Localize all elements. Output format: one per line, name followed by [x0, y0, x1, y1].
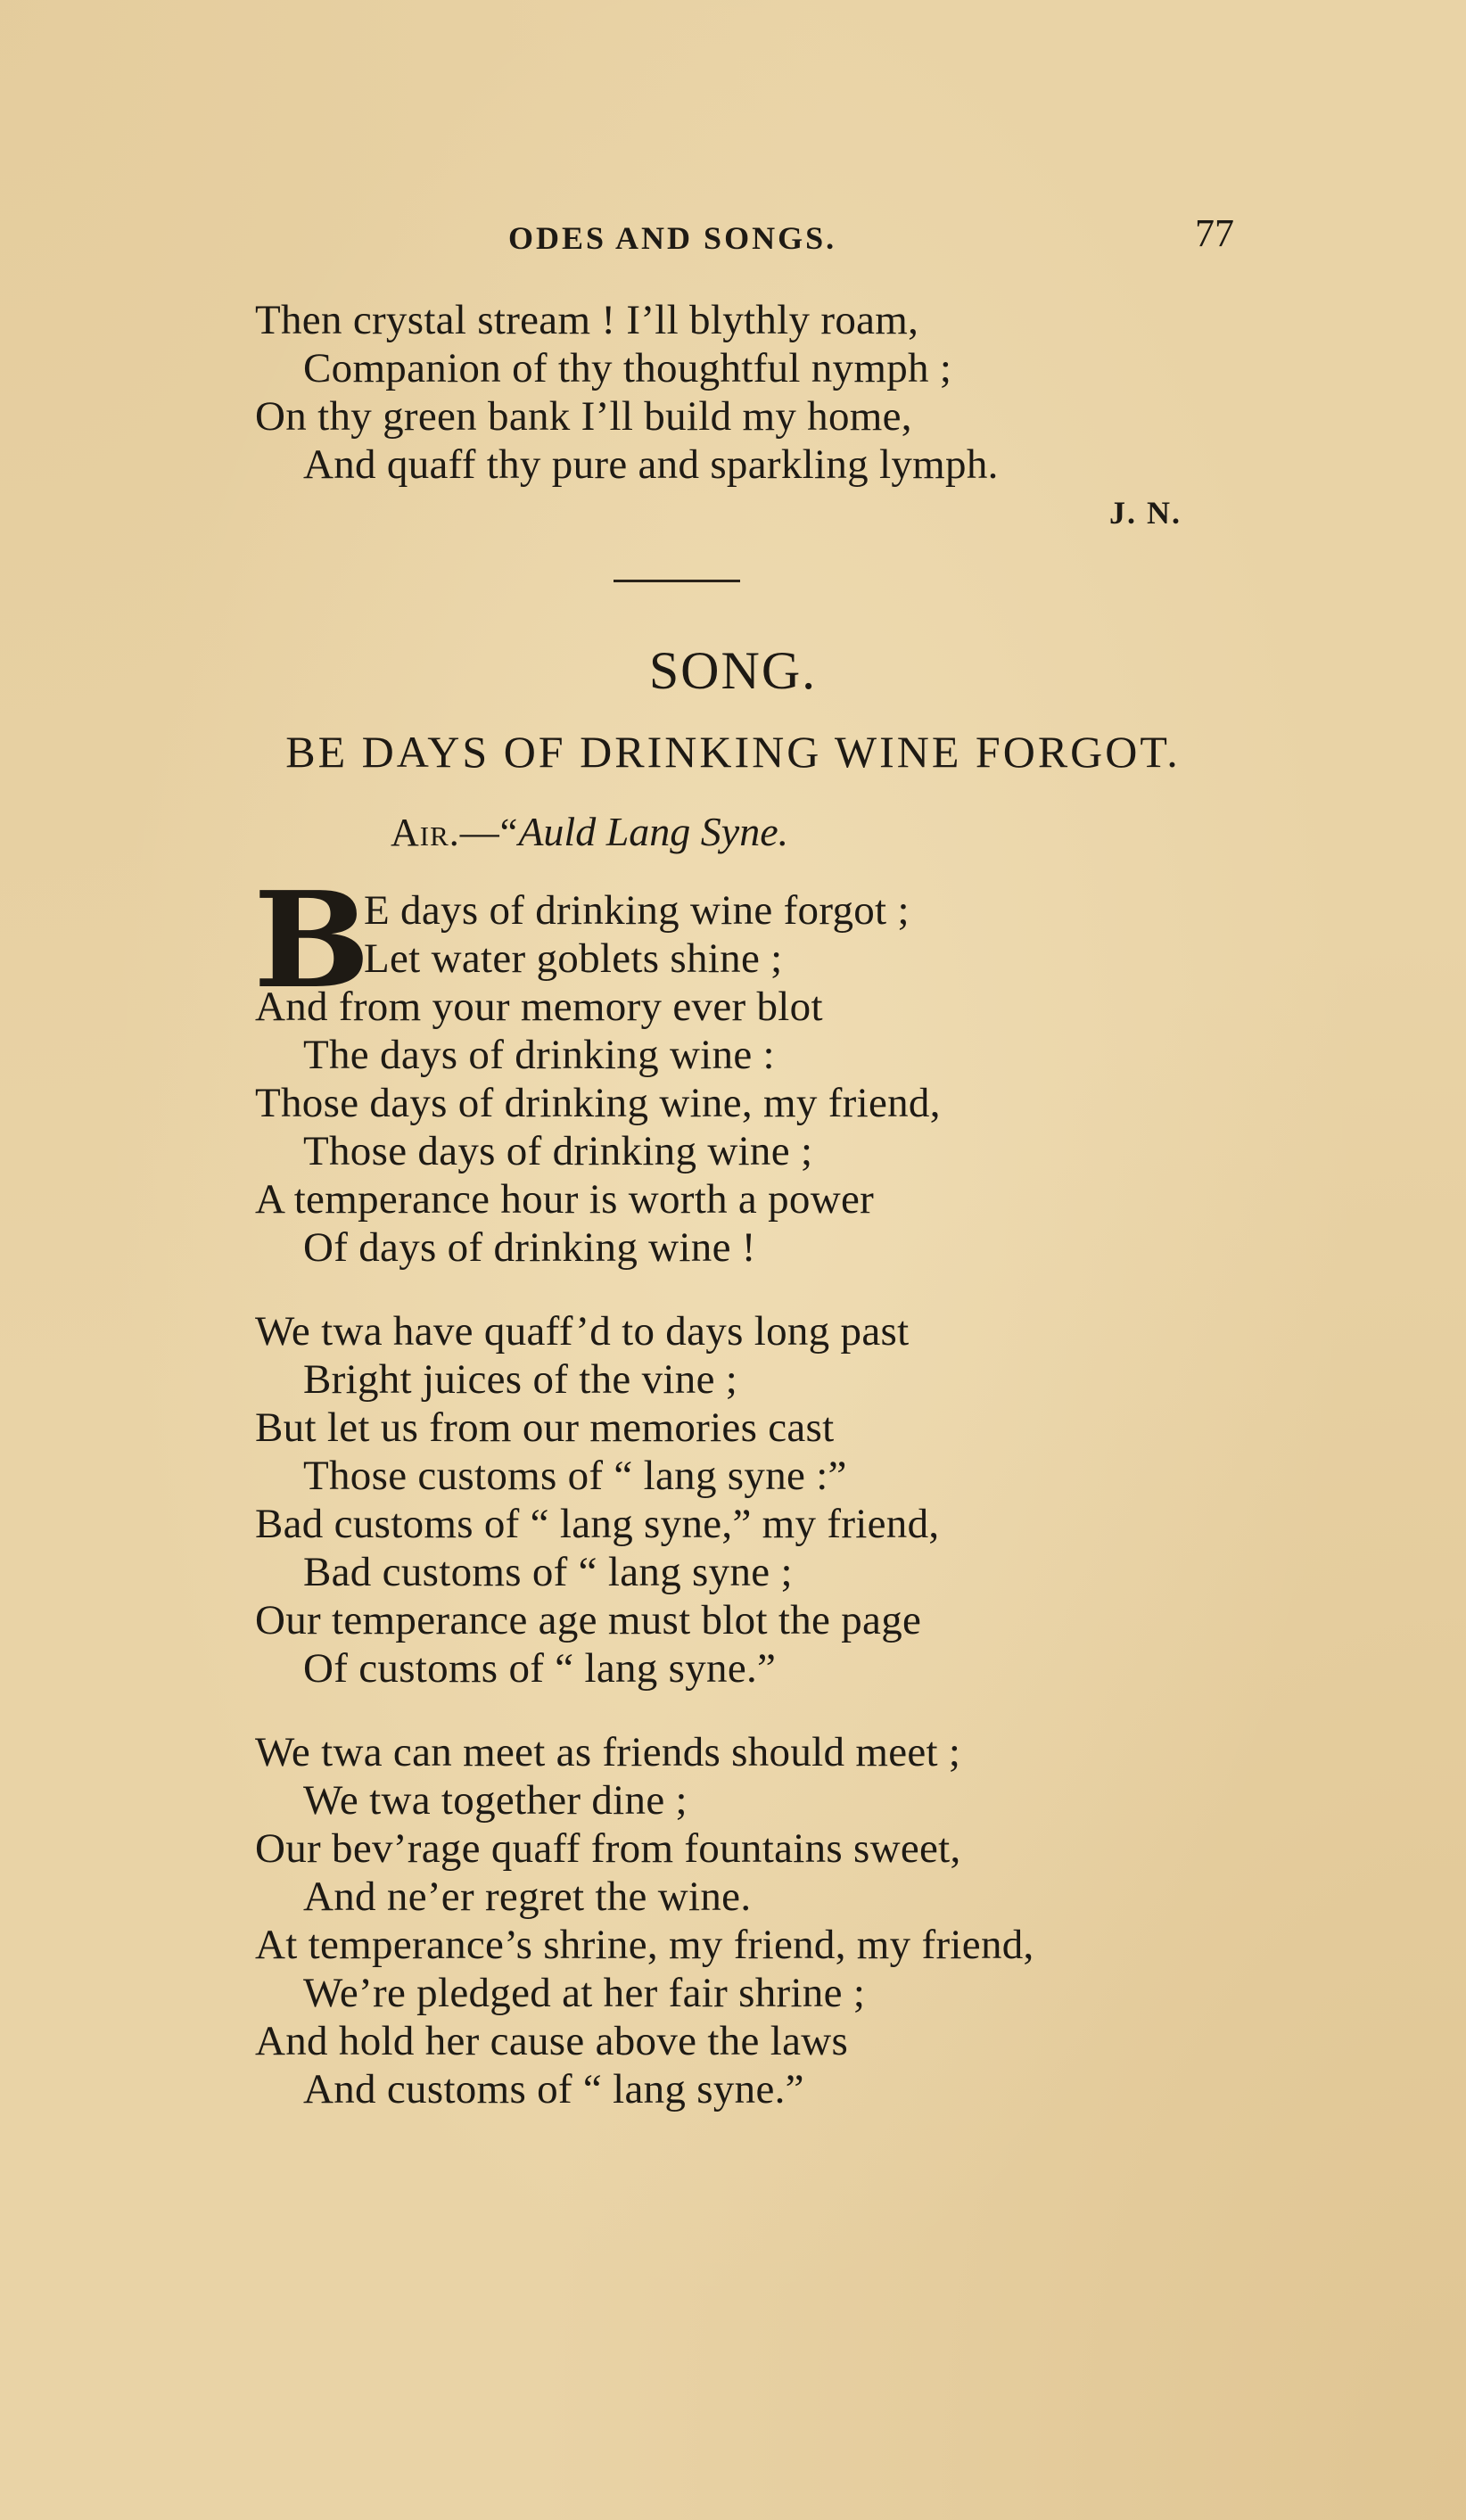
- verse-line: Bright juices of the vine ;: [303, 1356, 738, 1403]
- section-divider: [614, 580, 740, 582]
- author-signature: J. N.: [1109, 495, 1182, 531]
- song-heading: SONG.: [648, 641, 818, 700]
- verse-line: And from your memory ever blot: [255, 984, 823, 1030]
- running-header: ODES AND SONGS.: [508, 220, 837, 256]
- air-attribution: [391, 808, 788, 855]
- verse-line: And hold her cause above the laws: [255, 2018, 849, 2064]
- verse-line: A temperance hour is worth a power: [255, 1176, 875, 1223]
- air-label: Air.—“: [391, 811, 519, 854]
- verse-line: Those days of drinking wine, my friend,: [255, 1080, 941, 1126]
- verse-line: The days of drinking wine :: [303, 1032, 775, 1078]
- verse-line: E days of drinking wine forgot ;: [364, 887, 910, 934]
- air-tune: Auld Lang Syne.: [518, 809, 789, 854]
- verse-line: At temperance’s shrine, my friend, my friend,: [255, 1922, 1034, 1968]
- verse-line: Bad customs of “ lang syne,” my friend,: [255, 1501, 940, 1547]
- verse-line: We twa have quaff’d to days long past: [255, 1308, 910, 1355]
- verse-line: Let water goblets shine ;: [364, 935, 783, 982]
- verse-line: And customs of “ lang syne.”: [303, 2066, 804, 2112]
- song-title: BE DAYS OF DRINKING WINE FORGOT.: [285, 727, 1181, 777]
- verse-line: We’re pledged at her fair shrine ;: [303, 1970, 866, 2016]
- verse-line: Of customs of “ lang syne.”: [303, 1645, 777, 1692]
- verse-line: And ne’er regret the wine.: [303, 1874, 752, 1920]
- page-number: 77: [1195, 211, 1234, 255]
- verse-line: Bad customs of “ lang syne ;: [303, 1549, 793, 1595]
- verse-line: Our bev’rage quaff from fountains sweet,: [255, 1825, 961, 1872]
- verse-line: Those customs of “ lang syne :”: [303, 1453, 847, 1499]
- verse-line: Companion of thy thoughtful nymph ;: [303, 345, 952, 391]
- verse-line: And quaff thy pure and sparkling lymph.: [303, 441, 999, 488]
- verse-line: On thy green bank I’ll build my home,: [255, 393, 912, 440]
- verse-line: Of days of drinking wine !: [303, 1224, 756, 1271]
- verse-line: Our temperance age must blot the page: [255, 1597, 922, 1643]
- drop-cap: B: [253, 862, 371, 1017]
- verse-line: But let us from our memories cast: [255, 1404, 835, 1451]
- verse-line: Then crystal stream ! I’ll blythly roam,: [255, 297, 919, 343]
- verse-line: We twa can meet as friends should meet ;: [255, 1729, 961, 1775]
- verse-line: Those days of drinking wine ;: [303, 1128, 813, 1174]
- verse-line: We twa together dine ;: [303, 1777, 688, 1824]
